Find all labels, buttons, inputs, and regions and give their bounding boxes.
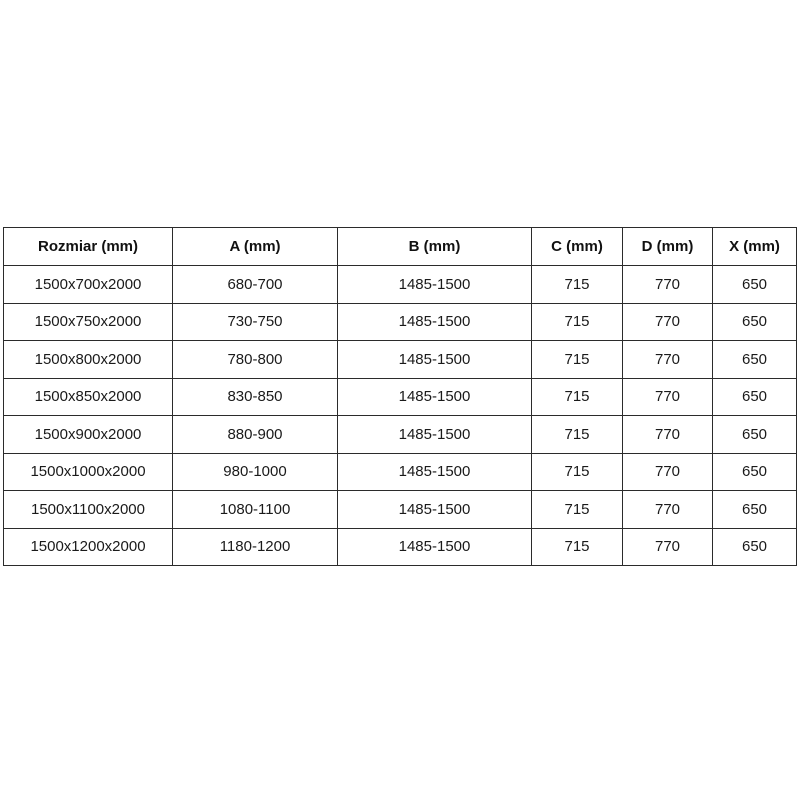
size-spec-table	[3, 227, 797, 566]
table-row	[4, 528, 797, 566]
column-header: B (mm)	[338, 228, 532, 266]
table-cell: 770	[623, 453, 713, 491]
table-row	[4, 491, 797, 529]
table-cell: 1500x750x2000	[4, 303, 173, 341]
table-cell: 1485-1500	[338, 266, 532, 304]
table-body	[4, 266, 797, 566]
table-cell: 650	[713, 453, 797, 491]
table-cell: 770	[623, 266, 713, 304]
table-cell: 770	[623, 491, 713, 529]
table-cell: 715	[532, 528, 623, 566]
table-cell: 1500x1000x2000	[4, 453, 173, 491]
table-cell: 1500x800x2000	[4, 341, 173, 379]
table-cell: 1500x900x2000	[4, 416, 173, 454]
table-cell: 880-900	[173, 416, 338, 454]
table-cell: 680-700	[173, 266, 338, 304]
table-row	[4, 303, 797, 341]
table-row	[4, 378, 797, 416]
table-cell: 715	[532, 303, 623, 341]
table-cell: 1485-1500	[338, 378, 532, 416]
table-cell: 770	[623, 341, 713, 379]
table-cell: 715	[532, 341, 623, 379]
table-cell: 1485-1500	[338, 303, 532, 341]
table-cell: 650	[713, 528, 797, 566]
table-cell: 1500x700x2000	[4, 266, 173, 304]
table-cell: 770	[623, 303, 713, 341]
table-cell: 650	[713, 416, 797, 454]
table-cell: 730-750	[173, 303, 338, 341]
table-cell: 1500x1200x2000	[4, 528, 173, 566]
table-cell: 650	[713, 266, 797, 304]
table-cell: 715	[532, 491, 623, 529]
table-header	[4, 228, 797, 266]
table-cell: 715	[532, 378, 623, 416]
table-cell: 1485-1500	[338, 528, 532, 566]
table-cell: 1485-1500	[338, 416, 532, 454]
table-cell: 830-850	[173, 378, 338, 416]
column-header: Rozmiar (mm)	[4, 228, 173, 266]
table-row	[4, 341, 797, 379]
table-cell: 770	[623, 416, 713, 454]
table-row	[4, 453, 797, 491]
table-cell: 1180-1200	[173, 528, 338, 566]
column-header: C (mm)	[532, 228, 623, 266]
table-cell: 1485-1500	[338, 491, 532, 529]
column-header: A (mm)	[173, 228, 338, 266]
table-cell: 715	[532, 453, 623, 491]
table-header-row	[4, 228, 797, 266]
table-cell: 650	[713, 303, 797, 341]
table-cell: 715	[532, 266, 623, 304]
table-row	[4, 266, 797, 304]
table-cell: 650	[713, 341, 797, 379]
table-cell: 650	[713, 491, 797, 529]
table-cell: 770	[623, 378, 713, 416]
table-cell: 650	[713, 378, 797, 416]
table-cell: 715	[532, 416, 623, 454]
table-cell: 980-1000	[173, 453, 338, 491]
table-cell: 1485-1500	[338, 341, 532, 379]
table-cell: 1485-1500	[338, 453, 532, 491]
table-cell: 1080-1100	[173, 491, 338, 529]
column-header: D (mm)	[623, 228, 713, 266]
table-cell: 780-800	[173, 341, 338, 379]
table-row	[4, 416, 797, 454]
table-cell: 770	[623, 528, 713, 566]
size-spec-table-container	[3, 227, 796, 566]
table-cell: 1500x850x2000	[4, 378, 173, 416]
table-cell: 1500x1100x2000	[4, 491, 173, 529]
column-header: X (mm)	[713, 228, 797, 266]
